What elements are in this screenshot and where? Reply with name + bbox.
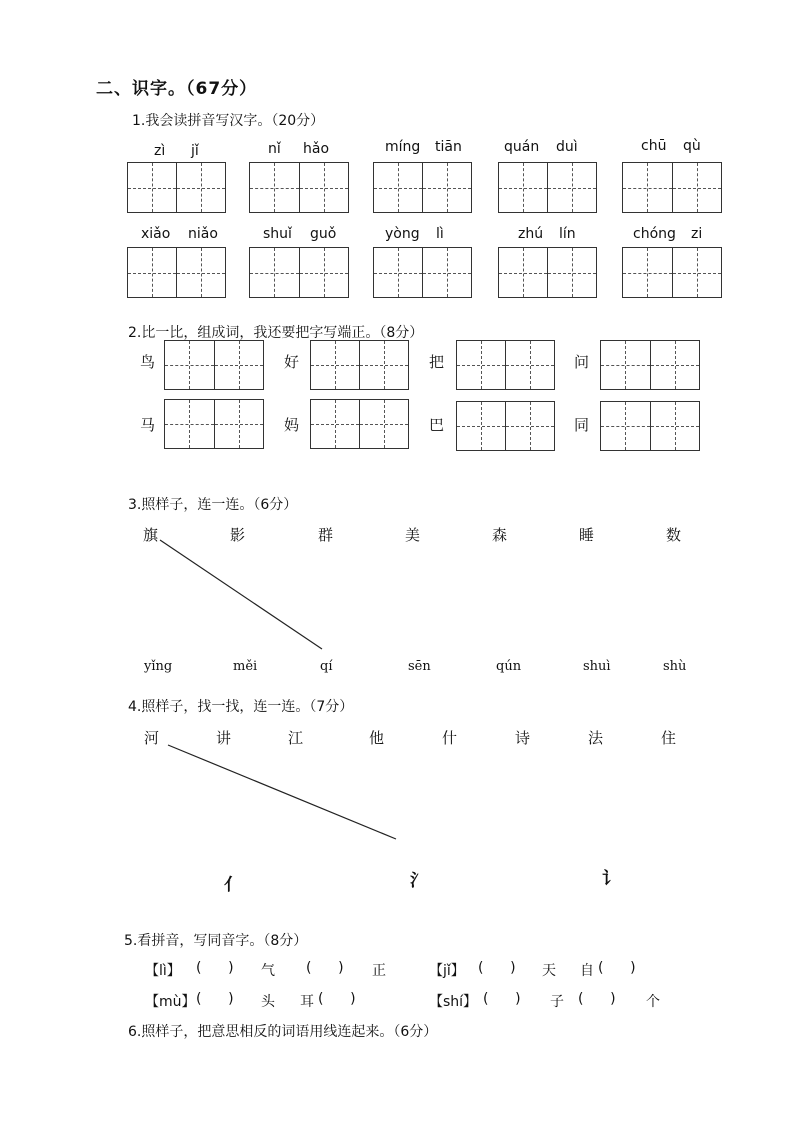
q1-r1-g4-py1: quán	[504, 139, 540, 155]
q2-r2-char-4: 同	[574, 416, 590, 434]
q4-char-3: 江	[288, 729, 304, 747]
q1-r2-g3-py1: yòng	[385, 226, 420, 242]
q1-r2-g4-py1: zhú	[518, 226, 544, 242]
q3-pinyin-7: shù	[663, 659, 687, 674]
q1-r1-g3-py2: tiān	[435, 139, 462, 155]
q3-char-5: 森	[492, 526, 508, 544]
q5-title: 5.看拼音，写同音字。（8分）	[124, 933, 308, 949]
q4-radical-2: 氵	[410, 871, 427, 891]
q1-r1-g5-py2: qù	[683, 138, 701, 154]
q1-r1-g3-py1: míng	[385, 139, 421, 155]
q1-r2-g2-py1: shuǐ	[263, 226, 292, 242]
q3-char-2: 影	[230, 526, 246, 544]
q1-r1-g1-py2: jǐ	[191, 143, 199, 159]
q4-example-line	[168, 745, 396, 839]
q5-l1-a-blank-2[interactable]: ( )	[306, 960, 344, 976]
q5-l1-a-pinyin: 【lì】	[145, 963, 181, 979]
q1-r2-g3-py2: lì	[436, 226, 444, 242]
q5-l2-a-pinyin: 【mù】	[145, 994, 196, 1010]
q2-r1-char-3: 把	[429, 353, 445, 371]
q4-radical-3: 讠	[602, 869, 619, 889]
q5-l1-b-pinyin: 【jǐ】	[429, 963, 465, 979]
q5-l2-a-blank-2[interactable]: ( )	[318, 991, 356, 1007]
q1-r2-g1-py2: niǎo	[188, 226, 218, 242]
q6-title: 6.照样子，把意思相反的词语用线连起来。（6分）	[128, 1024, 438, 1040]
q3-pinyin-6: shuì	[583, 659, 611, 674]
q4-char-8: 住	[661, 729, 677, 747]
q1-r1-g1-py1: zì	[154, 143, 166, 159]
q5-l2-a-blank-1[interactable]: ( )	[196, 991, 234, 1007]
q3-title: 3.照样子，连一连。（6分）	[128, 497, 298, 513]
q5-l2-a-word-2: 耳	[300, 994, 314, 1010]
q5-l2-b-pinyin: 【shí】	[429, 994, 478, 1010]
q5-l2-b-word-2: 个	[646, 994, 660, 1010]
q4-char-2: 讲	[216, 729, 232, 747]
q1-r1-g2-py2: hǎo	[303, 141, 330, 157]
q1-r1-g2-py1: nǐ	[268, 141, 281, 157]
q3-char-1: 旗	[143, 526, 159, 544]
q3-char-6: 睡	[579, 526, 595, 544]
q3-example-line	[160, 540, 322, 649]
q1-r2-g1-py1: xiǎo	[141, 226, 171, 242]
q2-r2-char-1: 马	[140, 416, 156, 434]
q5-l1-b-blank-2[interactable]: ( )	[598, 960, 636, 976]
q4-char-5: 什	[442, 729, 458, 747]
q1-r2-g2-py2: guǒ	[310, 226, 337, 242]
q5-l2-b-word-1: 子	[550, 994, 564, 1010]
q1-r2-g5-py2: zi	[691, 226, 703, 242]
q1-r1-g5-py1: chū	[641, 138, 667, 154]
q4-char-6: 诗	[515, 729, 531, 747]
q4-char-4: 他	[369, 729, 385, 747]
q3-pinyin-1: yǐng	[144, 659, 173, 674]
q4-char-7: 法	[588, 729, 604, 747]
q2-title: 2.比一比，组成词，我还要把字写端正。（8分）	[128, 325, 424, 341]
q5-l1-a-word-1: 气	[261, 963, 275, 979]
q5-l1-a-blank-1[interactable]: ( )	[196, 960, 234, 976]
q1-title: 1.我会读拼音写汉字。（20分）	[132, 113, 325, 129]
q5-l2-b-blank-1[interactable]: ( )	[483, 991, 521, 1007]
q3-char-7: 数	[666, 526, 682, 544]
q5-l1-b-word-1: 天	[542, 963, 556, 979]
q5-l1-b-blank-1[interactable]: ( )	[478, 960, 516, 976]
q5-l1-a-word-2: 正	[372, 963, 386, 979]
q3-pinyin-5: qún	[496, 659, 522, 674]
q5-l2-a-word-1: 头	[261, 994, 275, 1010]
q4-char-1: 河	[144, 729, 160, 747]
q2-r2-char-3: 巴	[429, 416, 445, 434]
q2-r1-char-4: 问	[574, 353, 590, 371]
q1-r2-g5-py1: chóng	[633, 226, 676, 242]
q3-pinyin-4: sēn	[408, 659, 431, 674]
q3-char-4: 美	[405, 526, 421, 544]
q1-r2-g4-py2: lín	[559, 226, 576, 242]
q5-l2-b-blank-2[interactable]: ( )	[578, 991, 616, 1007]
q5-l1-b-word-2: 自	[580, 963, 594, 979]
q4-radical-1: 亻	[224, 875, 241, 895]
q2-r1-char-1: 鸟	[140, 353, 156, 371]
q3-char-3: 群	[318, 526, 334, 544]
q1-r1-g4-py2: duì	[556, 139, 578, 155]
section-title: 二、识字。（67分）	[96, 79, 258, 99]
q3-pinyin-2: měi	[233, 659, 258, 674]
q2-r2-char-2: 妈	[284, 416, 300, 434]
q3-pinyin-3: qí	[320, 659, 333, 674]
q2-r1-char-2: 好	[284, 353, 300, 371]
q4-title: 4.照样子，找一找，连一连。（7分）	[128, 699, 354, 715]
